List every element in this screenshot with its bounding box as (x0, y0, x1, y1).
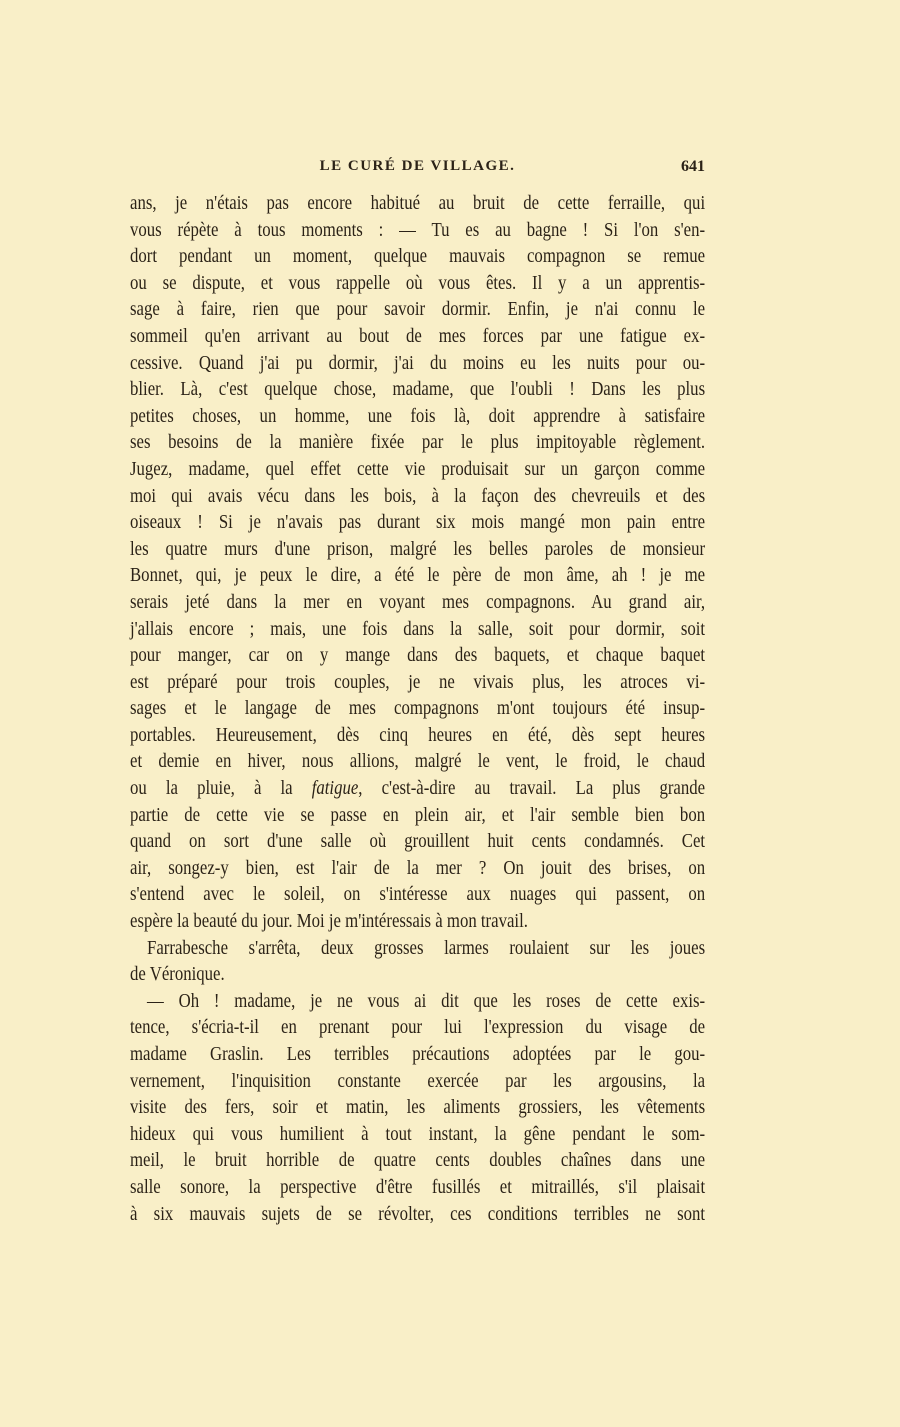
text-line (130, 1069, 705, 1096)
text-line-content: sage à faire, rien que pour savoir dormir. Enfin, je n'ai connu le (130, 299, 706, 321)
text-line (130, 377, 705, 404)
text-line-content: moi qui avais vécu dans les bois, à la façon des chevreuils et des (130, 485, 706, 507)
text-line-content: vernement, l'inquisition constante exercée par les argousins, la (130, 1070, 706, 1092)
text-line-content: visite des fers, soir et matin, les aliments grossiers, les vêtements (130, 1097, 706, 1119)
text-line (130, 829, 705, 856)
text-line (130, 563, 705, 590)
text-line (130, 457, 705, 484)
text-line (130, 404, 705, 431)
text-line (130, 191, 705, 218)
text-line (130, 1095, 705, 1122)
text-line-content: vous répète à tous moments : — Tu es au bagne ! Si l'on s'en- (130, 219, 706, 241)
text-line-content: ou se dispute, et vous rappelle où vous êtes. Il y a un apprentis- (130, 272, 706, 294)
text-line-content: air, songez-y bien, est l'air de la mer ? On jouit des brises, on (130, 857, 706, 879)
text-line-content: salle sonore, la perspective d'être fusillés et mitraillés, s'il plaisait (130, 1176, 706, 1198)
text-line (130, 218, 705, 245)
text-line-content: est préparé pour trois couples, je ne vivais plus, les atroces vi- (130, 671, 706, 693)
text-line (130, 882, 705, 909)
text-line-content: les quatre murs d'une prison, malgré les belles paroles de monsieur (130, 538, 706, 560)
text-line-content: et demie en hiver, nous allions, malgré le vent, le froid, le chaud (130, 751, 706, 773)
text-line (130, 430, 705, 457)
text-line-content: blier. Là, c'est quelque chose, madame, que l'oubli ! Dans les plus (130, 379, 706, 401)
text-line-content: dort pendant un moment, quelque mauvais compagnon se remue (130, 246, 706, 268)
text-line-content: de Véronique. (130, 964, 225, 986)
text-line-content: Jugez, madame, quel effet cette vie produisait sur un garçon comme (130, 458, 706, 480)
text-line-content: madame Graslin. Les terribles précautions adoptées par le gou- (130, 1044, 706, 1065)
text-line (130, 297, 705, 324)
text-line-content: ses besoins de la manière fixée par le plus impitoyable règlement. (130, 432, 706, 454)
page-number: 641 (681, 158, 705, 175)
text-line (130, 856, 705, 883)
text-line-content: oiseaux ! Si je n'avais pas durant six mois mangé mon pain entre (130, 512, 706, 534)
text-line (130, 244, 705, 271)
text-line-content: petites choses, un homme, une fois là, doit apprendre à satisfaire (130, 405, 706, 427)
text-line-content: meil, le bruit horrible de quatre cents doubles chaînes dans une (130, 1150, 706, 1172)
text-fragment: , c'est-à-dire au travail. La plus grande (358, 778, 706, 800)
text-line (130, 909, 705, 936)
text-line (130, 537, 705, 564)
text-line-content: ans, je n'étais pas encore habitué au bruit de cette ferraille, qui (130, 193, 706, 214)
text-line (130, 1042, 705, 1069)
text-line-content: quand on sort d'une salle où grouillent huit cents condamnés. Cet (130, 831, 706, 853)
page-body-text (130, 191, 705, 1228)
text-line (130, 962, 705, 989)
text-line (130, 1175, 705, 1202)
text-line (130, 1015, 705, 1042)
text-line-content: sommeil qu'en arrivant au bout de mes forces par une fatigue ex- (130, 325, 706, 347)
text-line (130, 324, 705, 351)
text-line-content: espère la beauté du jour. Moi je m'intéressais à mon travail. (130, 911, 528, 933)
text-line (130, 1202, 705, 1229)
text-line (130, 723, 705, 750)
text-line (130, 351, 705, 378)
text-line-content: — Oh ! madame, je ne vous ai dit que les roses de cette exis- (147, 990, 706, 1012)
italic-word: fatigue (311, 778, 359, 800)
text-line-content: s'entend avec le soleil, on s'intéresse aux nuages qui passent, on (130, 884, 706, 906)
text-line (130, 670, 705, 697)
text-line (130, 749, 705, 776)
text-line (130, 510, 705, 537)
text-line (130, 776, 705, 803)
text-line-content: portables. Heureusement, dès cinq heures en été, dès sept heures (130, 724, 706, 746)
text-line (130, 936, 705, 963)
text-line-content: hideux qui vous humilient à tout instant, la gêne pendant le som- (130, 1123, 706, 1145)
text-line-content: pour manger, car on y mange dans des baquets, et chaque baquet (130, 645, 706, 667)
text-line (130, 484, 705, 511)
text-line-content: Bonnet, qui, je peux le dire, a été le père de mon âme, ah ! je me (130, 565, 706, 587)
text-line-content (130, 776, 705, 803)
text-line-content: cessive. Quand j'ai pu dormir, j'ai du moins eu les nuits pour ou- (130, 352, 706, 374)
running-title: LE CURÉ DE VILLAGE. (319, 158, 516, 174)
text-line-content: j'allais encore ; mais, une fois dans la salle, soit pour dormir, soit (130, 618, 706, 640)
text-line (130, 590, 705, 617)
text-fragment: ou la pluie, à la (130, 778, 312, 800)
page-header (130, 158, 705, 184)
text-line-content: partie de cette vie se passe en plein air, et l'air semble bien bon (130, 804, 706, 826)
text-line (130, 643, 705, 670)
text-line (130, 803, 705, 830)
text-line (130, 271, 705, 298)
text-line-content: serais jeté dans la mer en voyant mes compagnons. Au grand air, (130, 591, 706, 613)
text-line (130, 1148, 705, 1175)
text-line (130, 1122, 705, 1149)
text-line-content: sages et le langage de mes compagnons m'ont toujours été insup- (130, 698, 706, 720)
text-line-content: Farrabesche s'arrêta, deux grosses larmes roulaient sur les joues (147, 937, 706, 959)
text-line (130, 696, 705, 723)
text-line (130, 617, 705, 644)
text-line-content: tence, s'écria-t-il en prenant pour lui l'expression du visage de (130, 1017, 706, 1039)
text-line (130, 989, 705, 1016)
text-line-content: à six mauvais sujets de se révolter, ces conditions terribles ne sont (130, 1203, 706, 1225)
